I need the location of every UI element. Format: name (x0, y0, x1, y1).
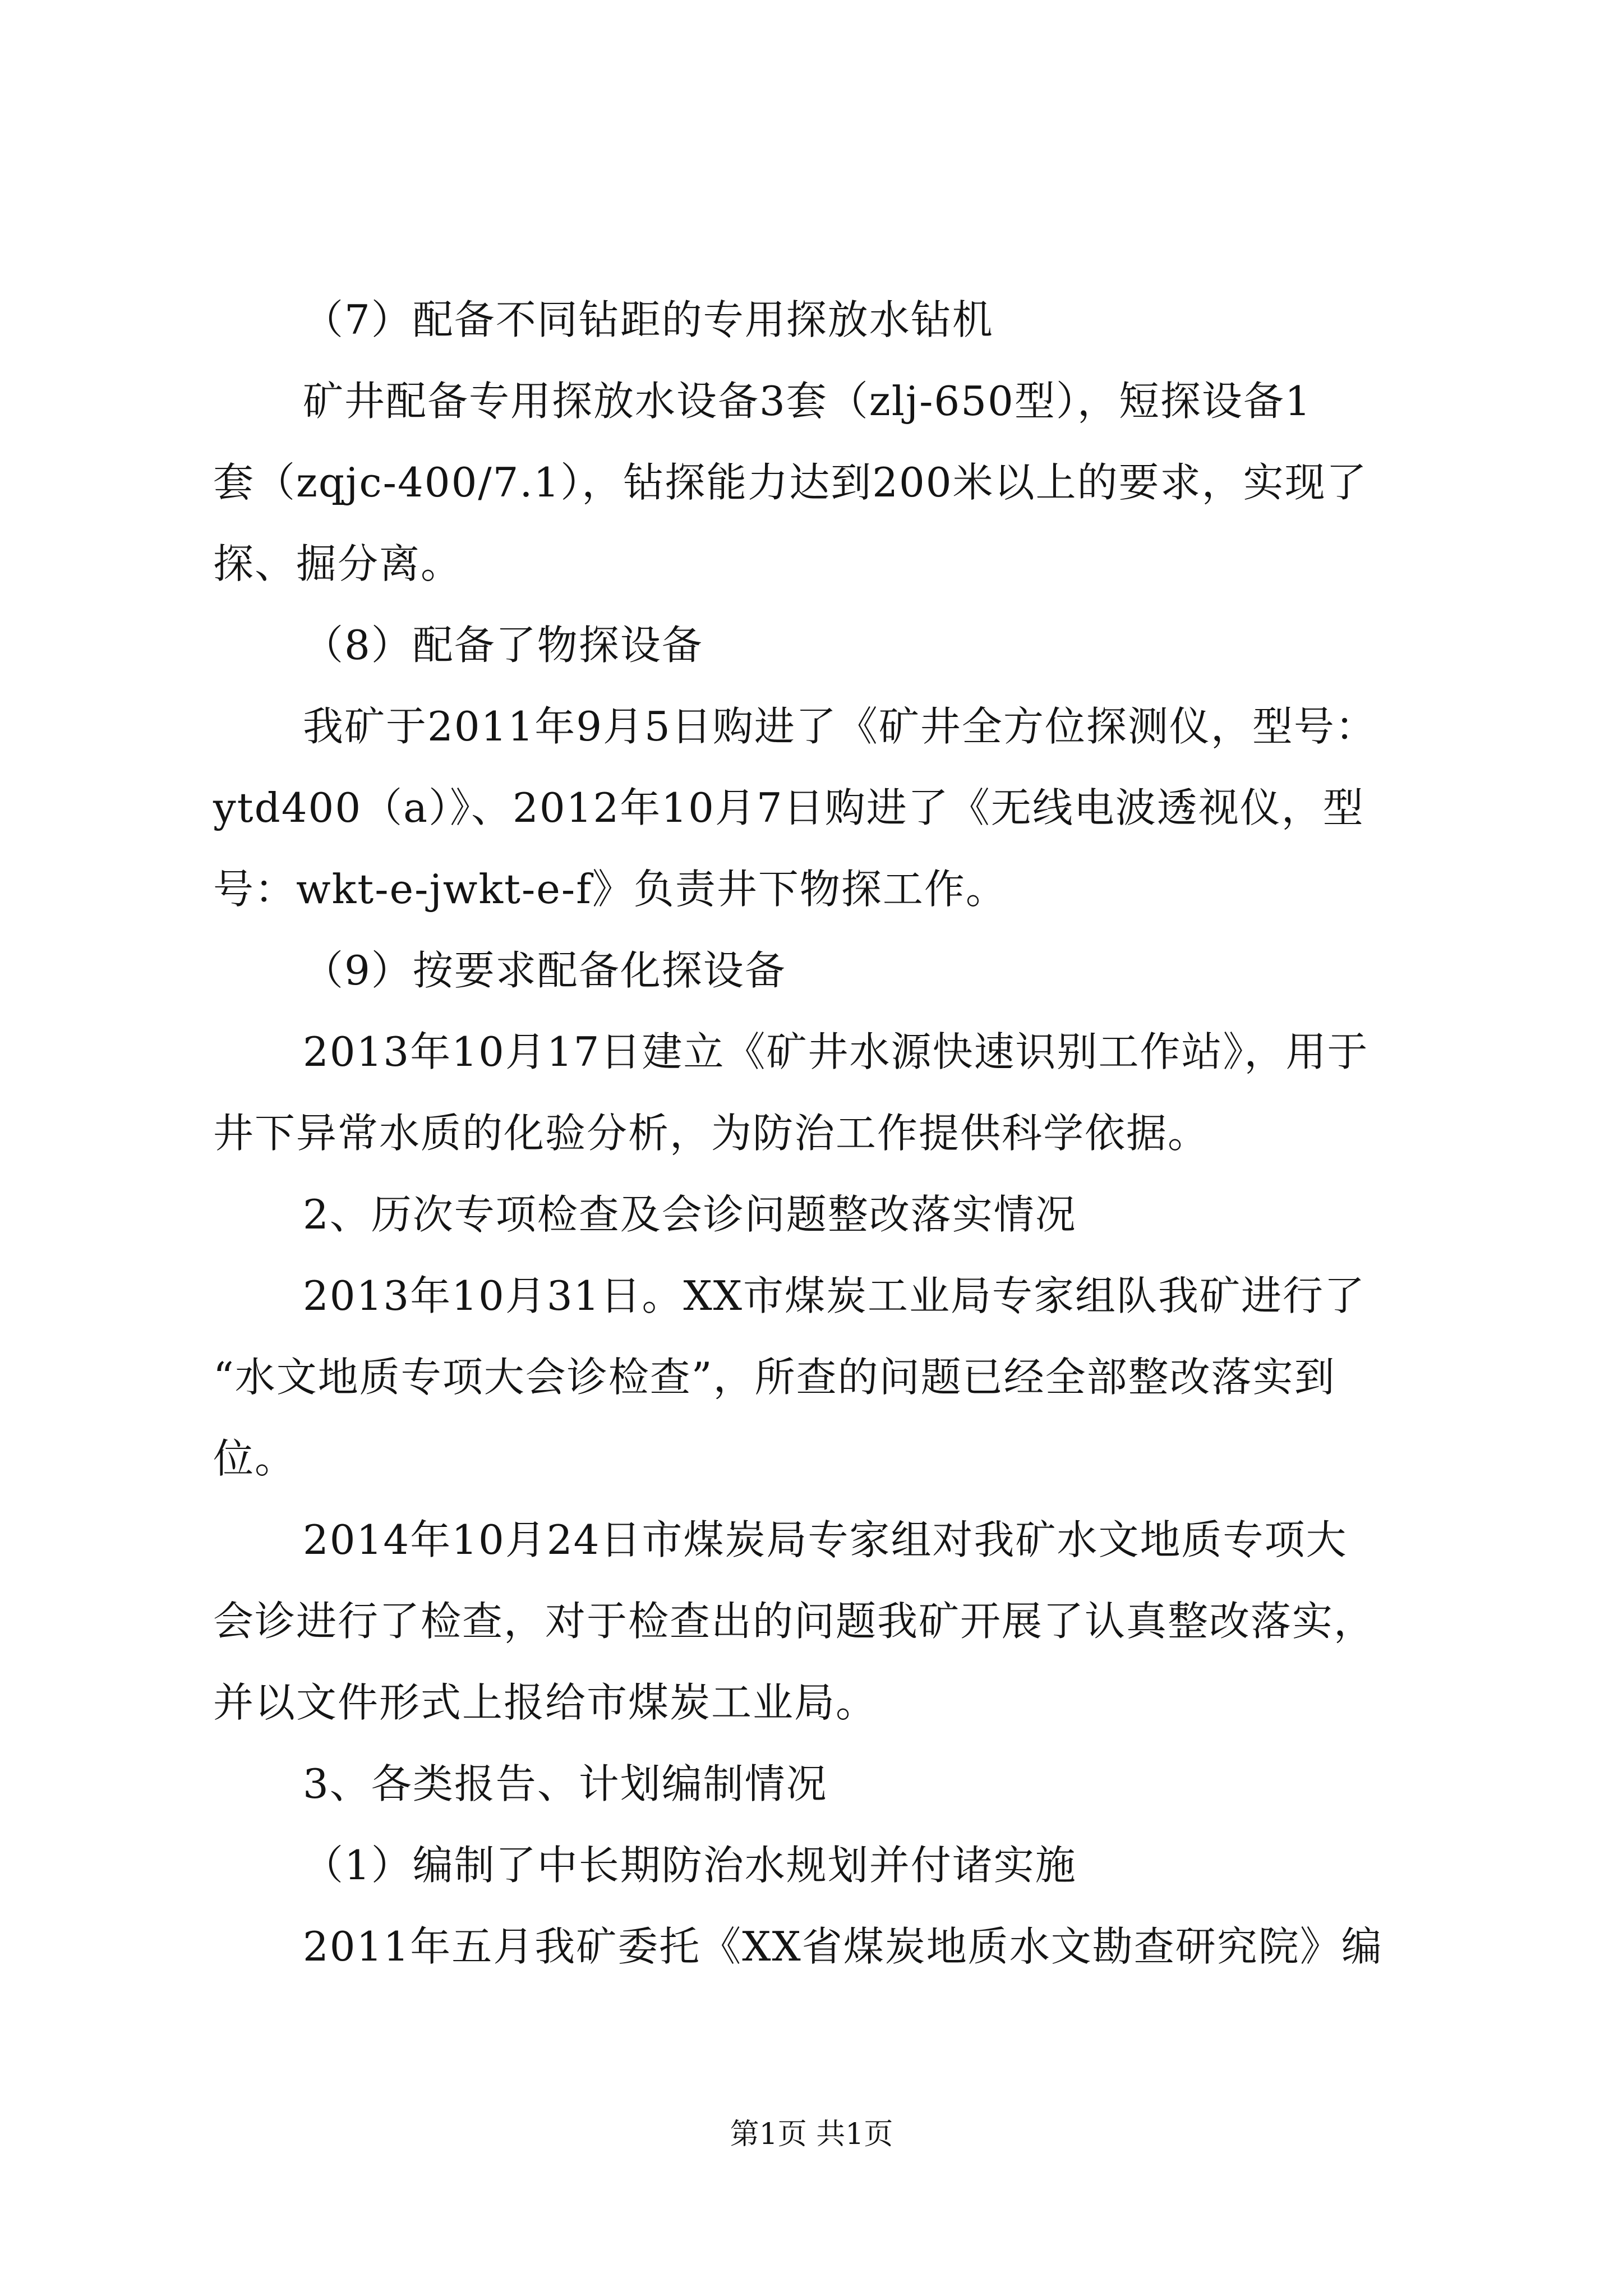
paragraph-line: 探、掘分离。 (213, 540, 463, 587)
paragraph-line: 号：wkt-e-jwkt-e-f》负责井下物探工作。 (213, 866, 1007, 913)
paragraph-line: 2013年10月31日。XX市煤炭工业局专家组队我矿进行了 (303, 1272, 1366, 1319)
paragraph-line: ytd400（a）》、2012年10月7日购进了《无线电波透视仪，型 (213, 784, 1364, 831)
subheading-item-1: （1）编制了中长期防治水规划并付诸实施 (303, 1842, 1077, 1889)
paragraph-line: 套（zqjc-400/7.1），钻探能力达到200米以上的要求，实现了 (213, 459, 1368, 506)
paragraph-line: 位。 (213, 1435, 297, 1482)
paragraph-line: 2013年10月17日建立《矿井水源快速识别工作站》，用于 (303, 1028, 1369, 1075)
paragraph-line: 2011年五月我矿委托《XX省煤炭地质水文勘查研究院》编 (303, 1923, 1383, 1970)
paragraph-line: 我矿于2011年9月5日购进了《矿井全方位探测仪，型号： (303, 703, 1377, 750)
subheading-item-7: （7）配备不同钻距的专用探放水钻机 (303, 296, 994, 343)
section-heading-3: 3、各类报告、计划编制情况 (303, 1760, 828, 1807)
subheading-item-9: （9）按要求配备化探设备 (303, 947, 786, 994)
paragraph-line: 矿井配备专用探放水设备3套（zlj-650型），短探设备1 (303, 378, 1312, 425)
paragraph-line: 并以文件形式上报给市煤炭工业局。 (213, 1679, 878, 1726)
paragraph-line: 2014年10月24日市煤炭局专家组对我矿水文地质专项大 (303, 1516, 1348, 1563)
page-number-footer: 第1页 共1页 (730, 2118, 893, 2151)
paragraph-line: 会诊进行了检查，对于检查出的问题我矿开展了认真整改落实， (213, 1598, 1376, 1645)
paragraph-line: “水文地质专项大会诊检查”，所查的问题已经全部整改落实到 (213, 1354, 1336, 1401)
paragraph-line: 井下异常水质的化验分析，为防治工作提供科学依据。 (213, 1110, 1210, 1157)
subheading-item-8: （8）配备了物探设备 (303, 622, 703, 669)
section-heading-2: 2、历次专项检查及会诊问题整改落实情况 (303, 1191, 1077, 1238)
